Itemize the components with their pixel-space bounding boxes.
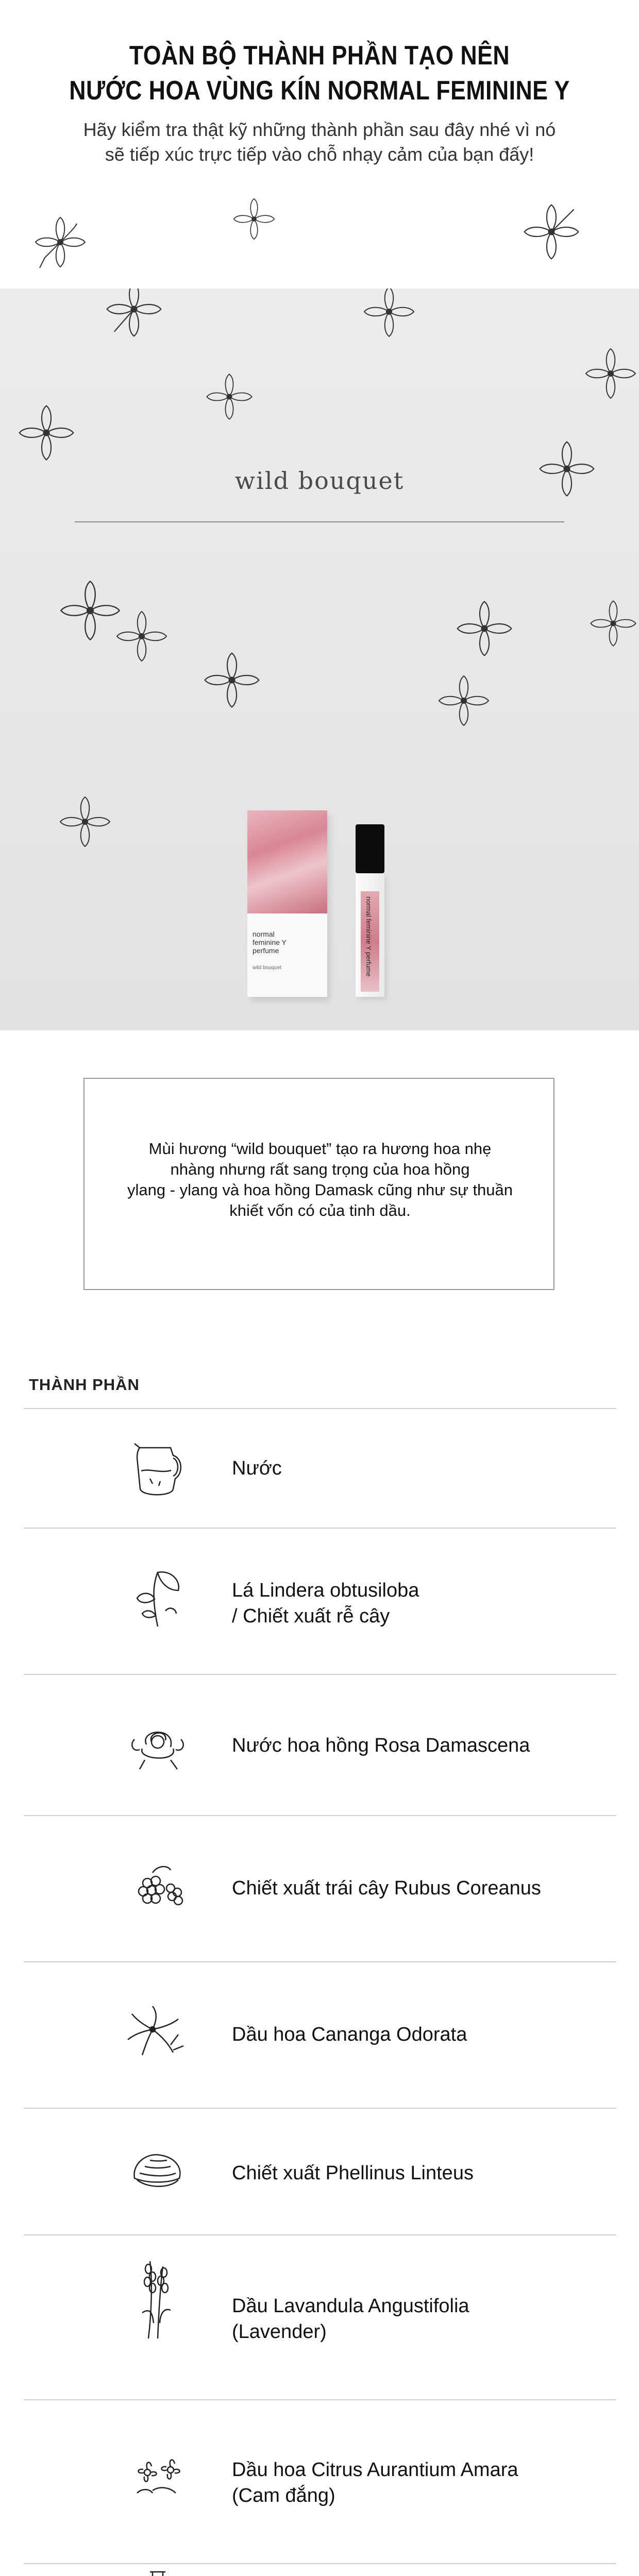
flower-illustration-icon xyxy=(582,345,639,402)
flower-illustration-icon xyxy=(435,672,492,729)
lindera-leaf-icon xyxy=(122,1562,194,1637)
flower-illustration-icon xyxy=(587,598,639,649)
ingredient-row xyxy=(24,1962,616,2108)
ingredient-row xyxy=(24,2400,616,2563)
box-artwork xyxy=(247,810,327,913)
flower-illustration-icon xyxy=(361,289,417,340)
description-line: Mùi hương “wild bouquet” tạo ra hương hoa nhẹ xyxy=(148,1140,492,1158)
ingredient-row xyxy=(24,2564,616,2576)
ylang-flower-icon xyxy=(122,1998,194,2073)
flower-illustration-icon xyxy=(453,598,515,659)
ingredient-name: Lá Lindera obtusiloba xyxy=(232,1580,419,1601)
flower-illustration-icon xyxy=(201,649,263,711)
flower-illustration-icon xyxy=(520,201,582,263)
ingredient-row xyxy=(24,1529,616,1674)
page-title-line1: TOÀN BỘ THÀNH PHẦN TẠO NÊN xyxy=(129,41,510,71)
bottle-cap xyxy=(356,824,384,873)
ingredient-name: Dầu hoa Cananga Odorata xyxy=(232,2024,467,2045)
flower-illustration-icon xyxy=(204,371,255,422)
ingredient-name: (Cam đắng) xyxy=(232,2485,335,2506)
flower-illustration-icon xyxy=(32,214,89,270)
description-line: nhàng nhưng rất sang trọng của hoa hồng xyxy=(170,1160,470,1178)
water-jug-icon xyxy=(122,1432,194,1507)
ingredient-row xyxy=(24,2235,616,2399)
description-box xyxy=(83,1078,554,1290)
divider xyxy=(75,521,564,522)
flower-illustration-icon xyxy=(231,196,277,242)
ingredient-name: Dầu Lavandula Angustifolia xyxy=(232,2295,469,2317)
ingredient-row xyxy=(24,1816,616,1961)
ingredient-name: / Chiết xuất rễ cây xyxy=(232,1605,390,1627)
box-label xyxy=(253,930,287,955)
flower-illustration-icon xyxy=(113,608,170,665)
ingredient-name: (Lavender) xyxy=(232,2321,327,2343)
ingredient-row xyxy=(24,1409,616,1528)
page-title-line2: NƯỚC HOA VÙNG KÍN NORMAL FEMININE Y xyxy=(69,76,570,106)
description-line: ylang - ylang và hoa hồng Damask cũng như sự thuần xyxy=(127,1181,513,1199)
mushroom-icon xyxy=(122,2134,194,2209)
bottle-text: normal feminine Y perfume xyxy=(365,896,373,977)
subtitle-line1: Hãy kiểm tra thật kỹ những thành phần sau đây nhé vì nó xyxy=(83,119,556,140)
subtitle-line2: sẽ tiếp xúc trực tiếp vào chỗ nhạy cảm của bạn đấy! xyxy=(105,144,534,165)
box-label-line: normal xyxy=(253,930,275,938)
raspberry-icon xyxy=(122,1852,194,1927)
ingredient-name: Nước xyxy=(232,1458,282,1479)
orange-blossom-icon xyxy=(122,2442,194,2516)
ingredient-name: Dầu hoa Citrus Aurantium Amara xyxy=(232,2459,518,2481)
ingredient-name: Nước hoa hồng Rosa Damascena xyxy=(232,1735,530,1756)
product-photo xyxy=(0,289,639,1030)
ingredient-row xyxy=(24,2109,616,2234)
rose-icon xyxy=(122,1708,194,1783)
lavender-icon xyxy=(122,2251,194,2346)
box-label-line: perfume xyxy=(253,946,279,955)
ingredients-heading: THÀNH PHẦN xyxy=(29,1376,140,1394)
flower-illustration-icon xyxy=(103,289,165,340)
flower-illustration-icon xyxy=(57,793,113,850)
scent-name: wild bouquet xyxy=(234,467,405,495)
flask-icon xyxy=(122,2564,194,2576)
flower-illustration-icon xyxy=(15,402,77,464)
box-scent-label: wild bouquet xyxy=(253,965,282,971)
description-line: khiết vốn có của tinh dầu. xyxy=(229,1201,411,1219)
product-box xyxy=(247,810,327,997)
ingredient-name: Chiết xuất Phellinus Linteus xyxy=(232,2162,474,2184)
ingredient-row xyxy=(24,1675,616,1815)
box-label-line: feminine Y xyxy=(253,938,287,946)
ingredient-name: Chiết xuất trái cây Rubus Coreanus xyxy=(232,1877,541,1899)
